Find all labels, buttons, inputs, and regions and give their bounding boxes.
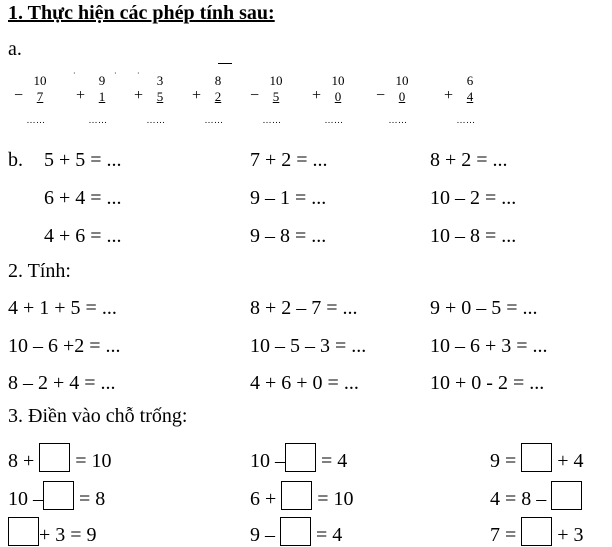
answer-box[interactable] (281, 481, 312, 510)
answer-dots[interactable]: …… (146, 115, 166, 125)
fill-in-expression (8, 481, 105, 511)
bottom-operand: 5 (272, 89, 280, 104)
expression-after-box: = 8 (74, 488, 106, 510)
expression[interactable]: 10 – 2 = ... (430, 187, 517, 209)
bottom-operand: 4 (466, 89, 474, 104)
vertical-problem (134, 73, 178, 133)
fill-in-expression (250, 481, 354, 511)
top-operand: 10 (269, 73, 283, 88)
answer-box[interactable] (285, 443, 316, 472)
expression-after-box: = 4 (316, 450, 348, 472)
expression[interactable]: 7 + 2 = ... (250, 149, 328, 171)
expression[interactable]: 10 – 6 + 3 = ... (430, 335, 548, 357)
answer-dots[interactable]: …… (324, 115, 344, 125)
fill-in-expression (8, 443, 112, 473)
top-operand: 8 (214, 73, 222, 88)
section-3-label: 3. Điền vào chỗ trống: (8, 405, 188, 427)
expression-before-box: 9 – (250, 524, 280, 546)
vertical-problem (444, 73, 488, 133)
expression[interactable]: 9 – 1 = ... (250, 187, 327, 209)
operator-sign: − (250, 87, 260, 104)
answer-dots[interactable]: …… (456, 115, 476, 125)
answer-box[interactable] (280, 517, 311, 546)
answer-box[interactable] (551, 481, 582, 510)
answer-box[interactable] (8, 517, 39, 546)
expression[interactable]: 5 + 5 = ... (44, 149, 122, 171)
fill-in-expression (250, 443, 347, 473)
bottom-operand: 5 (156, 89, 164, 104)
expression-after-box: = 10 (312, 488, 354, 510)
answer-dots[interactable]: …… (204, 115, 224, 125)
vertical-problem (76, 73, 120, 133)
top-operand: 9 (98, 73, 106, 88)
expression-after-box: = 4 (311, 524, 343, 546)
answer-dots[interactable]: …… (262, 115, 282, 125)
expression[interactable]: 6 + 4 = ... (44, 187, 122, 209)
expression[interactable]: 4 + 6 = ... (44, 225, 122, 247)
answer-box[interactable] (521, 517, 552, 546)
vertical-problem (376, 73, 420, 133)
bottom-operand: 1 (98, 89, 106, 104)
expression-before-box: 10 – (250, 450, 285, 472)
bottom-operand: 0 (398, 89, 406, 104)
top-operand: 3 (156, 73, 164, 88)
expression[interactable]: 8 – 2 + 4 = ... (8, 372, 116, 394)
operator-sign: + (312, 87, 322, 104)
expression-after-box: + 3 (552, 524, 584, 546)
stray-mark: · (137, 69, 140, 78)
answer-dots[interactable]: …… (88, 115, 108, 125)
top-operand: 6 (466, 73, 474, 88)
expression[interactable]: 10 + 0 - 2 = ... (430, 372, 545, 394)
page-title: 1. Thực hiện các phép tính sau: (8, 2, 275, 24)
bottom-operand: 0 (334, 89, 342, 104)
bottom-operand: 2 (214, 89, 222, 104)
operator-sign: + (192, 87, 202, 104)
expression-after-box: = 10 (70, 450, 112, 472)
expression-before-box: 7 = (490, 524, 522, 546)
vertical-problem (250, 73, 294, 133)
part-b-label: b. (8, 149, 23, 171)
expression-before-box: 8 + (8, 450, 40, 472)
expression[interactable]: 9 + 0 – 5 = ... (430, 297, 538, 319)
operator-sign: + (76, 87, 86, 104)
operator-sign: − (376, 87, 386, 104)
answer-box[interactable] (39, 443, 70, 472)
fill-in-expression (490, 481, 582, 511)
expression-after-box: + 4 (552, 450, 584, 472)
operator-sign: − (14, 87, 24, 104)
part-a-label: a. (8, 38, 22, 60)
answer-dots[interactable]: …… (26, 115, 46, 125)
expression[interactable]: 9 – 8 = ... (250, 225, 327, 247)
expression[interactable]: 8 + 2 = ... (430, 149, 508, 171)
top-operand: 10 (395, 73, 409, 88)
overbar-mark (218, 63, 232, 64)
stray-mark: · (114, 69, 117, 78)
expression[interactable]: 4 + 6 + 0 = ... (250, 372, 359, 394)
top-operand: 10 (331, 73, 345, 88)
operator-sign: + (134, 87, 144, 104)
vertical-problem (192, 73, 236, 133)
expression-before-box: 9 = (490, 450, 522, 472)
top-operand: 10 (33, 73, 47, 88)
expression[interactable]: 4 + 1 + 5 = ... (8, 297, 117, 319)
expression-before-box: 4 = 8 – (490, 488, 552, 510)
expression[interactable]: 10 – 8 = ... (430, 225, 517, 247)
stray-mark: · (73, 69, 76, 78)
section-2-label: 2. Tính: (8, 260, 71, 282)
vertical-problem (14, 73, 58, 133)
expression-after-box: + 3 = 9 (39, 524, 97, 546)
answer-box[interactable] (43, 481, 74, 510)
fill-in-expression (490, 443, 584, 473)
expression-before-box: 6 + (250, 488, 282, 510)
expression[interactable]: 8 + 2 – 7 = ... (250, 297, 358, 319)
expression[interactable]: 10 – 5 – 3 = ... (250, 335, 367, 357)
bottom-operand: 7 (36, 89, 44, 104)
expression[interactable]: 10 – 6 +2 = ... (8, 335, 121, 357)
vertical-problem (312, 73, 356, 133)
answer-dots[interactable]: …… (388, 115, 408, 125)
answer-box[interactable] (521, 443, 552, 472)
expression-before-box: 10 – (8, 488, 43, 510)
operator-sign: + (444, 87, 454, 104)
